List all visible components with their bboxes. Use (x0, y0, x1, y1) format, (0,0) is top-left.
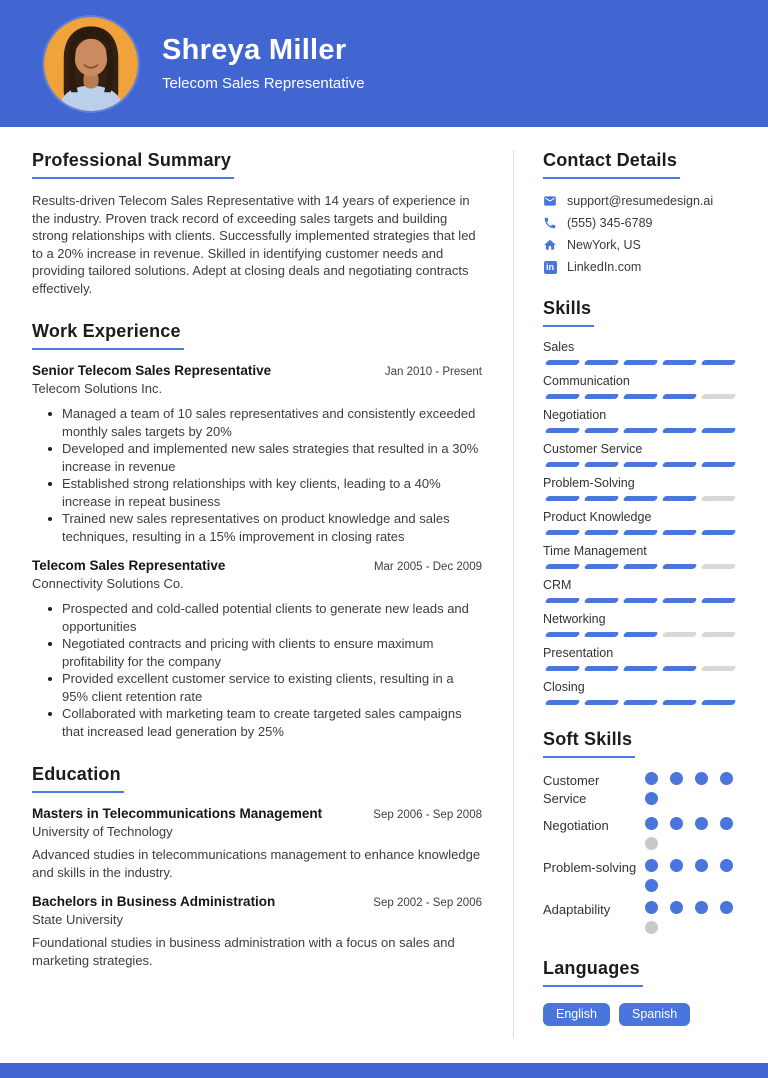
skill-label: Negotiation (543, 408, 607, 422)
skill-segment-filled (701, 598, 737, 603)
skill-level-bar (543, 666, 737, 671)
skill-segment-filled (584, 530, 620, 535)
soft-skill-dot-filled (670, 901, 683, 914)
soft-skill-row (543, 901, 737, 934)
skill-segment-filled (545, 564, 581, 569)
skill-segment-filled (545, 700, 581, 705)
soft-skill-label: Problem-solving (543, 860, 637, 875)
skill-segment-filled (701, 360, 737, 365)
skill-segment-filled (623, 564, 659, 569)
header-banner (0, 0, 768, 127)
soft-skills-list (543, 772, 737, 934)
soft-skill-dots (645, 772, 737, 808)
skill-level-bar (543, 496, 737, 501)
soft-skill-dot-filled (645, 859, 658, 872)
contact-value: NewYork, US (567, 238, 641, 252)
soft-skill-dot-filled (670, 859, 683, 872)
skill-segment-filled (584, 462, 620, 467)
skill-segment-filled (623, 598, 659, 603)
skill-segment-empty (701, 564, 737, 569)
summary-text: Results-driven Telecom Sales Representative with 14 years of experience in the industry. Proven track record of exceeding sales targets and building strong relationships with clients. Successfully implemented strategies that led to a 20% increase in revenue. Skilled in identifying customer needs and providing tailored solutions. Adept at closing deals and negotiating contracts effectively. (32, 193, 476, 296)
skill-segment-filled (662, 496, 698, 501)
section-skills (543, 298, 737, 705)
contact-row (543, 260, 737, 274)
school-name: University of Technology (32, 824, 173, 839)
job-bullet-list (32, 405, 482, 545)
education-dates: Sep 2006 - Sep 2008 (373, 809, 482, 821)
job-dates: Mar 2005 - Dec 2009 (373, 561, 482, 573)
skills-list (543, 340, 737, 705)
skill-item (543, 374, 737, 399)
soft-skill-dot-filled (645, 901, 658, 914)
soft-skill-label: Customer Service (543, 773, 600, 806)
skill-segment-filled (623, 632, 659, 637)
job-bullet: Collaborated with marketing team to create targeted sales campaigns that increased lead generation by 25% (48, 705, 482, 740)
soft-skill-row (543, 817, 737, 850)
skill-segment-filled (545, 632, 581, 637)
language-pill: Spanish (619, 1003, 690, 1026)
skill-segment-filled (545, 394, 581, 399)
contact-value: LinkedIn.com (567, 260, 642, 274)
skill-segment-filled (623, 428, 659, 433)
skill-label: Problem-Solving (543, 476, 635, 490)
job-bullet: Developed and implemented new sales strategies that resulted in a 30% increase in revenue (48, 440, 482, 475)
skill-segment-empty (701, 632, 737, 637)
job-bullet: Negotiated contracts and pricing with clients to ensure maximum profitability for the company (48, 635, 482, 670)
soft-skill-row (543, 859, 737, 892)
skill-segment-filled (662, 530, 698, 535)
contact-row (543, 216, 737, 230)
school-name: State University (32, 912, 124, 927)
job-company: Connectivity Solutions Co. (32, 576, 184, 591)
skill-level-bar (543, 394, 737, 399)
avatar (44, 17, 138, 111)
phone-icon (543, 216, 557, 230)
skill-level-bar (543, 428, 737, 433)
skill-segment-filled (584, 666, 620, 671)
skill-segment-filled (584, 598, 620, 603)
job-bullet: Trained new sales representatives on product knowledge and sales techniques, resulting in a 15% improvement in closing rates (48, 510, 482, 545)
soft-skill-dot-filled (645, 879, 658, 892)
skill-item (543, 510, 737, 535)
degree-title: Bachelors in Business Administration (32, 894, 276, 909)
soft-skill-dots (645, 859, 737, 892)
skill-segment-filled (701, 700, 737, 705)
soft-skill-label: Adaptability (543, 902, 611, 917)
skill-item (543, 646, 737, 671)
skill-label: Customer Service (543, 442, 643, 456)
skill-segment-filled (662, 462, 698, 467)
contact-row (543, 238, 737, 252)
skill-segment-filled (662, 360, 698, 365)
soft-skill-dot-filled (720, 772, 733, 785)
skill-segment-filled (662, 428, 698, 433)
skill-segment-filled (584, 360, 620, 365)
section-soft-skills (543, 729, 737, 934)
job-bullet: Established strong relationships with key clients, leading to a 40% increase in repeat business (48, 475, 482, 510)
skill-segment-filled (545, 496, 581, 501)
job-title-subtitle: Telecom Sales Representative (162, 75, 365, 93)
email-icon (543, 194, 557, 208)
soft-skill-dot-filled (720, 901, 733, 914)
section-heading: Soft Skills (543, 729, 737, 758)
education-dates: Sep 2002 - Sep 2006 (373, 897, 482, 909)
soft-skill-dots (645, 817, 737, 850)
section-heading: Languages (543, 958, 737, 987)
job-company: Telecom Solutions Inc. (32, 381, 163, 396)
soft-skill-dots (645, 901, 737, 934)
skill-segment-empty (701, 666, 737, 671)
skill-label: Time Management (543, 544, 647, 558)
section-heading: Work Experience (32, 321, 482, 350)
soft-skill-dot-filled (645, 817, 658, 830)
skill-segment-filled (623, 462, 659, 467)
skill-segment-filled (623, 700, 659, 705)
skill-segment-filled (584, 496, 620, 501)
soft-skill-dot-filled (720, 817, 733, 830)
skill-item (543, 578, 737, 603)
skill-segment-filled (584, 428, 620, 433)
soft-skill-dot-filled (670, 772, 683, 785)
soft-skill-dot-filled (645, 792, 658, 805)
skill-segment-filled (701, 530, 737, 535)
soft-skill-dot-filled (720, 859, 733, 872)
skill-segment-filled (545, 598, 581, 603)
skill-segment-filled (584, 632, 620, 637)
soft-skill-dot-empty (645, 837, 658, 850)
skill-item (543, 544, 737, 569)
section-work-experience (32, 321, 482, 740)
skill-segment-filled (584, 564, 620, 569)
job-title: Senior Telecom Sales Representative (32, 363, 272, 378)
section-education (32, 764, 482, 969)
section-heading: Education (32, 764, 482, 793)
skill-segment-filled (623, 360, 659, 365)
linkedin-icon: in (544, 261, 557, 274)
skill-segment-filled (623, 666, 659, 671)
footer-accent-bar (0, 1063, 768, 1078)
skill-item (543, 476, 737, 501)
skill-segment-filled (623, 530, 659, 535)
skill-segment-filled (662, 700, 698, 705)
education-entry (32, 894, 482, 969)
skill-level-bar (543, 700, 737, 705)
job-list (32, 363, 482, 740)
section-professional-summary (32, 150, 482, 297)
job-bullet: Provided excellent customer service to existing clients, resulting in a 95% client retention rate (48, 670, 482, 705)
soft-skill-dot-filled (695, 901, 708, 914)
job-dates: Jan 2010 - Present (384, 366, 482, 378)
skill-segment-empty (662, 632, 698, 637)
education-entry (32, 806, 482, 881)
skill-segment-filled (701, 428, 737, 433)
skill-segment-filled (545, 666, 581, 671)
section-languages (543, 958, 737, 1026)
soft-skill-dot-filled (645, 772, 658, 785)
skill-segment-filled (545, 530, 581, 535)
job-bullet: Managed a team of 10 sales representatives and consistently exceeded monthly sales targets by 20% (48, 405, 482, 440)
skill-segment-filled (623, 394, 659, 399)
education-description: Advanced studies in telecommunications management to enhance knowledge and skills in the industry. (32, 847, 481, 880)
skill-label: Networking (543, 612, 606, 626)
skill-item (543, 408, 737, 433)
skill-level-bar (543, 564, 737, 569)
skill-segment-filled (545, 428, 581, 433)
soft-skill-row (543, 772, 737, 808)
soft-skill-dot-empty (645, 921, 658, 934)
skill-segment-filled (545, 360, 581, 365)
degree-title: Masters in Telecommunications Management (32, 806, 323, 821)
column-divider (513, 150, 514, 1038)
contact-row (543, 194, 737, 208)
section-heading: Professional Summary (32, 150, 482, 179)
section-heading: Skills (543, 298, 737, 327)
skill-item (543, 680, 737, 705)
name-heading: Shreya Miller (162, 33, 347, 66)
section-heading: Contact Details (543, 150, 737, 179)
skill-segment-filled (584, 394, 620, 399)
skill-segment-empty (701, 496, 737, 501)
skill-segment-filled (623, 496, 659, 501)
job-bullet: Prospected and cold-called potential clients to generate new leads and opportunities (48, 600, 482, 635)
skill-segment-filled (701, 462, 737, 467)
skill-segment-filled (662, 598, 698, 603)
sidebar-column (543, 150, 737, 1050)
skill-label: Sales (543, 340, 575, 354)
job-entry (32, 558, 482, 740)
skill-segment-filled (584, 700, 620, 705)
skill-label: CRM (543, 578, 572, 592)
skill-level-bar (543, 598, 737, 603)
skill-segment-filled (662, 394, 698, 399)
soft-skill-dot-filled (695, 859, 708, 872)
contact-value: support@resumedesign.ai (567, 194, 714, 208)
skill-label: Product Knowledge (543, 510, 652, 524)
skill-item (543, 340, 737, 365)
section-contact-details (543, 150, 737, 274)
skill-segment-filled (662, 564, 698, 569)
skill-level-bar (543, 632, 737, 637)
job-title: Telecom Sales Representative (32, 558, 226, 573)
skill-segment-filled (545, 462, 581, 467)
soft-skill-dot-filled (695, 817, 708, 830)
language-list (543, 1003, 737, 1026)
skill-level-bar (543, 462, 737, 467)
job-bullet-list (32, 600, 482, 740)
skill-level-bar (543, 360, 737, 365)
soft-skill-label: Negotiation (543, 818, 609, 833)
skill-segment-filled (662, 666, 698, 671)
home-icon (543, 238, 557, 252)
education-list (32, 806, 482, 969)
language-pill: English (543, 1003, 610, 1026)
skill-label: Presentation (543, 646, 614, 660)
avatar-illustration (44, 17, 138, 111)
main-column (32, 150, 482, 993)
skill-item (543, 442, 737, 467)
contact-value: (555) 345-6789 (567, 216, 653, 230)
contact-list (543, 194, 737, 274)
skill-label: Closing (543, 680, 585, 694)
skill-label: Communication (543, 374, 630, 388)
skill-level-bar (543, 530, 737, 535)
job-entry (32, 363, 482, 545)
skill-item (543, 612, 737, 637)
education-description: Foundational studies in business administration with a focus on sales and marketing strategies. (32, 935, 455, 968)
soft-skill-dot-filled (670, 817, 683, 830)
skill-segment-empty (701, 394, 737, 399)
soft-skill-dot-filled (695, 772, 708, 785)
